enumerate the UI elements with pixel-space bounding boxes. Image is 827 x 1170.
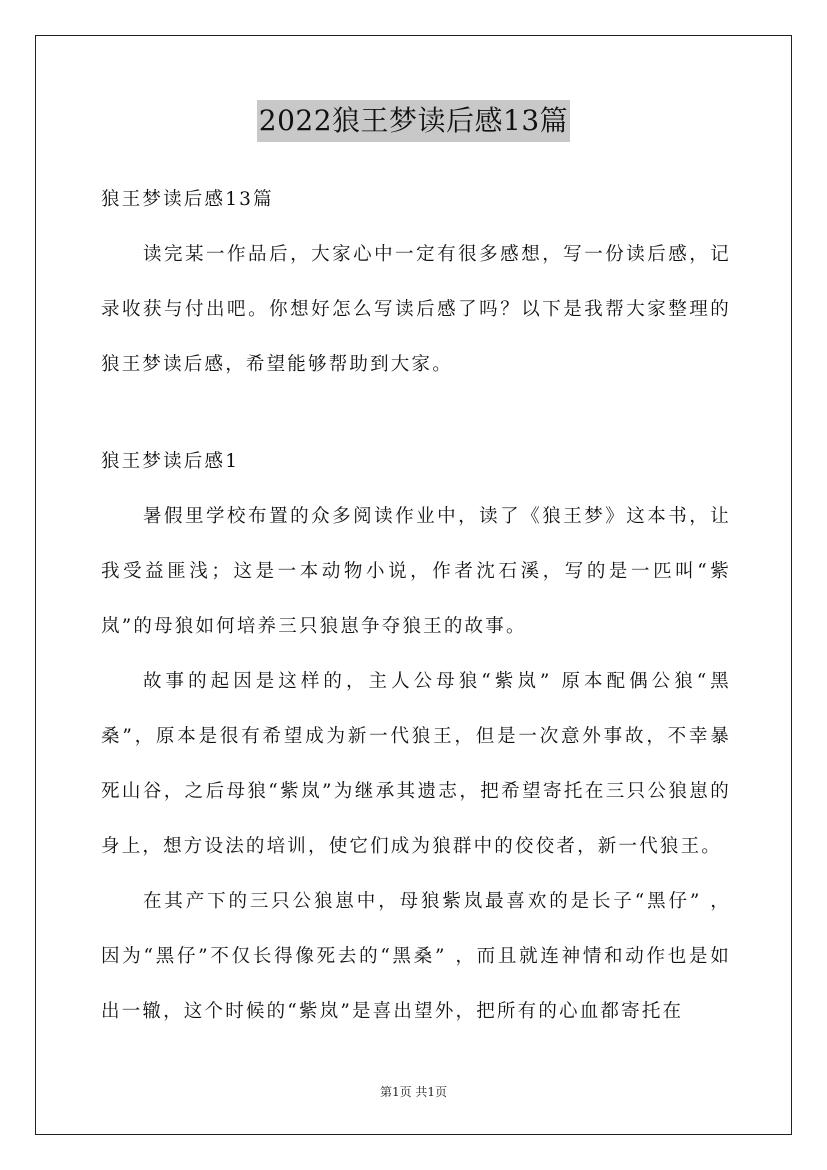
body-paragraph-1: 暑假里学校布置的众多阅读作业中，读了《狼王梦》这本书，让我受益匪浅；这是一本动物小说，作者沈石溪，写的是一匹叫“紫岚”的母狼如何培养三只狼崽争夺狼王的故事。	[101, 506, 731, 637]
body-paragraph-3: 在其产下的三只公狼崽中，母狼紫岚最喜欢的是长子“黑仔” ，因为“黑仔”不仅长得像死去的“黑桑” ，而且就连神情和动作也是如出一辙，这个时候的“紫岚”是喜出望外，把所有的心血都寄托在	[101, 891, 731, 1022]
document-body	[101, 172, 731, 1039]
intro-paragraph: 读完某一作品后，大家心中一定有很多感想，写一份读后感，记录收获与付出吧。你想好怎么写读后感了吗？以下是我帮大家整理的狼王梦读后感，希望能够帮助到大家。	[101, 244, 731, 375]
document-title: 2022狼王梦读后感13篇	[257, 100, 570, 142]
subtitle: 狼王梦读后感13篇	[101, 189, 274, 210]
section-heading: 狼王梦读后感1	[101, 451, 240, 472]
body-paragraph-2: 故事的起因是这样的，主人公母狼“紫岚” 原本配偶公狼“黑桑”，原本是很有希望成为新一代狼王，但是一次意外事故，不幸暴死山谷，之后母狼“紫岚”为继承其遗志，把希望寄托在三只公狼崽的身上，想方设法的培训，使它们成为狼群中的佼佼者，新一代狼王。	[101, 671, 731, 857]
page-footer: 第1页 共1页	[379, 1085, 448, 1099]
title-container	[0, 100, 827, 142]
section-gap	[101, 392, 731, 434]
